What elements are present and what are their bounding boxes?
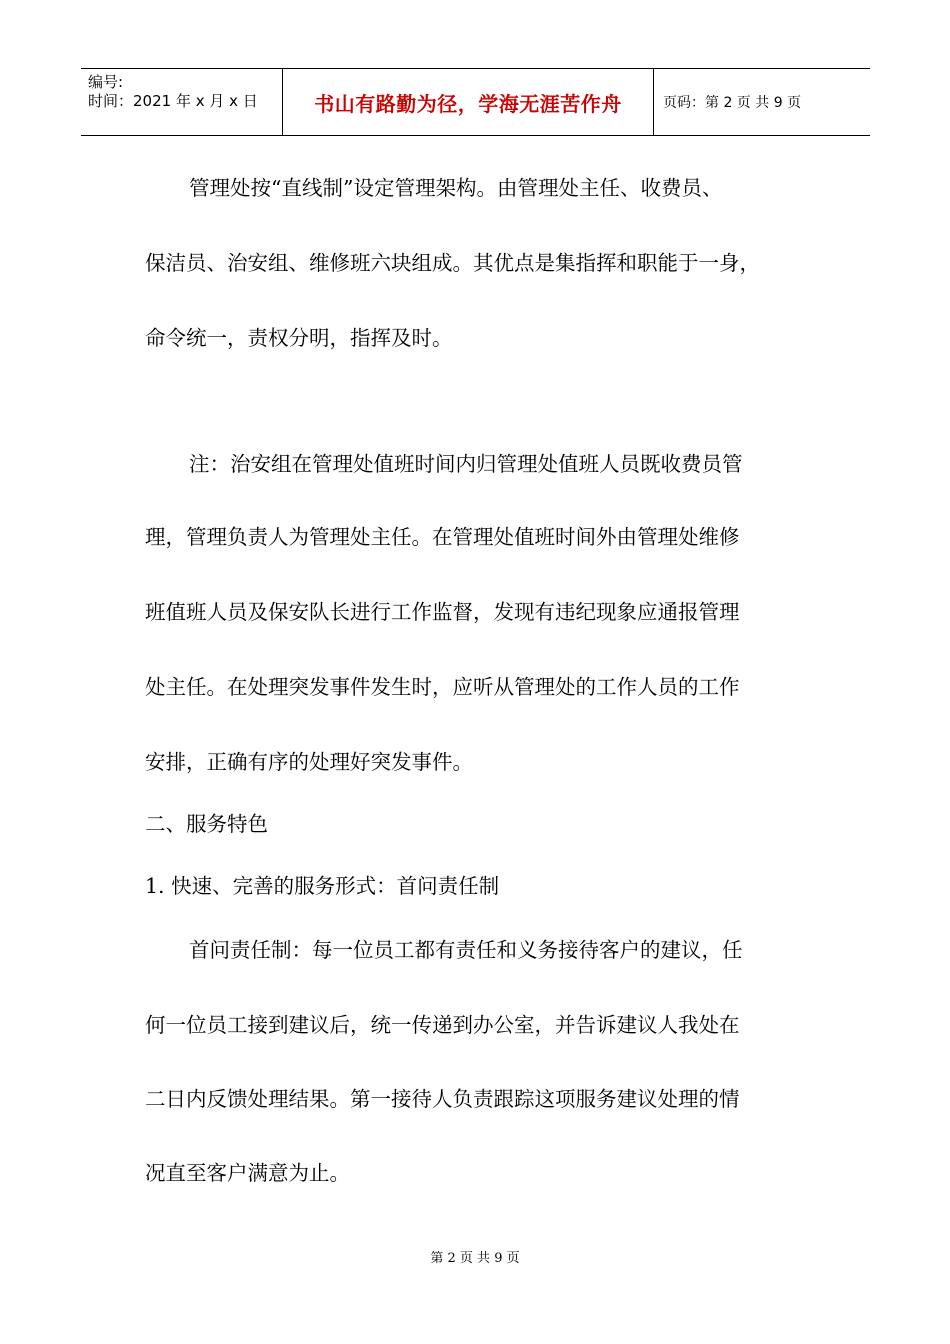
body-line: 注：治安组在管理处值班时间内归管理处值班人员既收费员管 <box>189 452 743 476</box>
body-line: 二日内反馈处理结果。第一接待人负责跟踪这项服务建议处理的情 <box>145 1087 740 1111</box>
section-heading: 二、服务特色 <box>145 812 268 836</box>
header-number-label: 编号: <box>88 73 124 91</box>
header-time-label: 时间：2021 年 x 月 x 日 <box>88 92 258 110</box>
body-line: 处主任。在处理突发事件发生时，应听从管理处的工作人员的工作 <box>145 675 740 699</box>
body-line: 管理处按“直线制”设定管理架构。由管理处主任、收费员、 <box>189 176 723 200</box>
body-line: 安排，正确有序的处理好突发事件。 <box>145 750 473 774</box>
body-line: 班值班人员及保安队长进行工作监督，发现有违纪现象应通报管理 <box>145 600 740 624</box>
body-line: 命令统一，责权分明，指挥及时。 <box>145 326 453 350</box>
header-page-info: 页码：第 2 页 共 9 页 <box>663 95 802 111</box>
page-header <box>81 68 870 136</box>
page-footer: 第 2 页 共 9 页 <box>430 1251 520 1266</box>
header-divider <box>653 69 654 135</box>
header-meta <box>88 73 258 111</box>
body-line: 保洁员、治安组、维修班六块组成。其优点是集指挥和职能于一身， <box>145 251 760 275</box>
subsection-heading: 1. 快速、完善的服务形式：首问责任制 <box>145 874 500 898</box>
header-motto: 书山有路勤为径，学海无涯苦作舟 <box>314 91 622 116</box>
body-line: 首问责任制：每一位员工都有责任和义务接待客户的建议，任 <box>189 938 743 962</box>
body-line: 理，管理负责人为管理处主任。在管理处值班时间外由管理处维修 <box>145 525 740 549</box>
body-line: 况直至客户满意为止。 <box>145 1161 350 1185</box>
body-line: 何一位员工接到建议后，统一传递到办公室，并告诉建议人我处在 <box>145 1013 740 1037</box>
